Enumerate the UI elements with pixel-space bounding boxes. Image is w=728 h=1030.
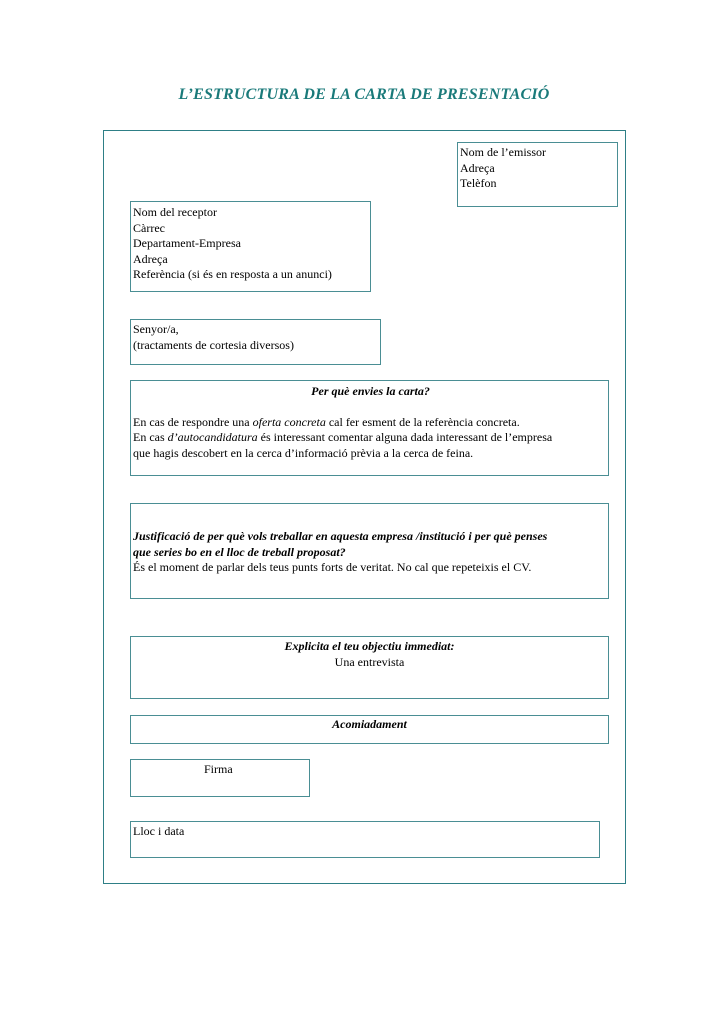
sender-phone: Telèfon — [460, 176, 497, 190]
reason-paragraph-2: En cas d’autocandidatura és interessant comentar alguna dada interessant de l’empresa — [133, 430, 553, 444]
sender-name: Nom de l’emissor — [460, 145, 546, 159]
greeting-line: Senyor/a, — [133, 322, 179, 336]
recipient-position: Càrrec — [133, 220, 165, 235]
justification-heading-2: que series bo en el lloc de treball proposat? — [133, 544, 346, 559]
sender-address: Adreça — [460, 160, 495, 175]
reason-box — [130, 380, 609, 476]
objective-body: Una entrevista — [334, 654, 405, 669]
objective-heading: Explicita el teu objectiu immediat: — [284, 639, 455, 653]
greeting-note: (tractaments de cortesia diversos) — [133, 337, 294, 352]
recipient-address: Adreça — [133, 251, 168, 266]
reason-paragraph-3: que hagis descobert en la cerca d’informació prèvia a la cerca de feina. — [133, 445, 474, 460]
place-date-box — [130, 821, 600, 858]
justification-heading-1: Justificació de per què vols treballar en aquesta empresa /institució i per què penses — [133, 529, 548, 543]
closing-box — [130, 715, 609, 744]
reason-paragraph-1: En cas de respondre una oferta concreta cal fer esment de la referència concreta. — [133, 414, 520, 429]
sender-box — [457, 142, 618, 207]
justification-body: És el moment de parlar dels teus punts forts de veritat. No cal que repeteixis el CV. — [133, 560, 532, 574]
signature-box — [130, 759, 310, 797]
justification-box — [130, 503, 609, 599]
closing-heading: Acomiadament — [332, 717, 407, 731]
recipient-name: Nom del receptor — [133, 205, 217, 219]
place-date-label: Lloc i data — [133, 824, 185, 838]
reason-heading: Per què envies la carta? — [311, 384, 430, 398]
objective-box — [130, 636, 609, 699]
recipient-reference: Referència (si és en resposta a un anunci) — [133, 267, 332, 281]
greeting-box — [130, 319, 381, 365]
recipient-box — [130, 201, 371, 292]
signature-label: Firma — [204, 762, 233, 776]
recipient-department: Departament-Empresa — [133, 236, 241, 250]
page-title: L’ESTRUCTURA DE LA CARTA DE PRESENTACIÓ — [178, 86, 550, 103]
